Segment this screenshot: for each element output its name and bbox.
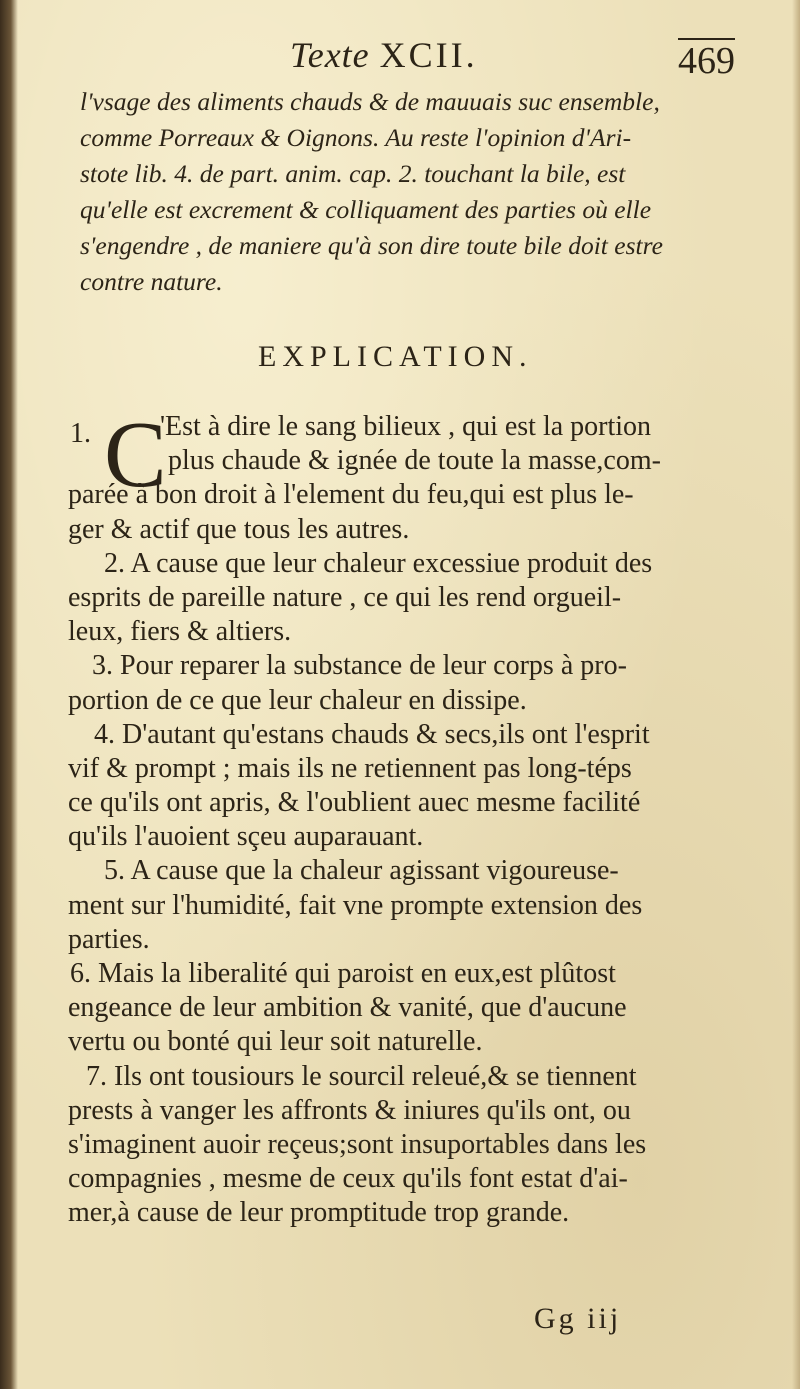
italic-line: stote lib. 4. de part. anim. cap. 2. touchant la bile, est (80, 159, 626, 188)
body-line: ce qu'ils ont apris, & l'oublient auec mesme facilité (68, 787, 641, 819)
body-line: vif & prompt ; mais ils ne retiennent pas long-téps (68, 752, 632, 784)
body-line: mer,à cause de leur promptitude trop grande. (68, 1197, 570, 1229)
body-line: parties. (68, 923, 150, 955)
body-line: 5. A cause que la chaleur agissant vigoureuse- (104, 855, 619, 887)
drop-capital: C (104, 403, 167, 507)
running-head-italic: Texte (290, 35, 370, 75)
italic-text-block (80, 84, 760, 300)
body-line: compagnies , mesme de ceux qu'ils font estat d'ai- (68, 1163, 628, 1195)
page-edge (792, 0, 800, 1389)
body-line: leux, fiers & altiers. (68, 616, 292, 648)
body-line: vertu ou bonté qui leur soit naturelle. (68, 1026, 483, 1058)
page-number: 469 (678, 40, 735, 82)
body-line: 6. Mais la liberalité qui paroist en eux,est plûtost (70, 958, 616, 989)
explication-body (68, 403, 768, 1231)
body-line: engeance de leur ambition & vanité, que d'aucune (68, 992, 627, 1024)
body-line: portion de ce que leur chaleur en dissipe. (68, 684, 527, 716)
body-line: 3. Pour reparer la substance de leur corps à pro- (92, 650, 627, 682)
body-line: qu'ils l'auoient sçeu auparauant. (68, 821, 424, 853)
signature-mark: Gg iij (534, 1302, 622, 1335)
running-head-roman: XCII. (379, 35, 478, 75)
body-line: esprits de pareille nature , ce qui les rend orgueil- (68, 581, 622, 613)
body-line: 7. Ils ont tousiours le sourcil releué,& se tiennent (86, 1060, 637, 1092)
body-line: parée à bon droit à l'element du feu,qui est plus le- (68, 479, 634, 511)
italic-line: l'vsage des aliments chauds & de mauuais suc ensemble, (80, 87, 660, 116)
body-line: ger & actif que tous les autres. (68, 513, 410, 545)
page-binding-shadow (0, 0, 18, 1389)
body-line: s'imaginent auoir reçeus;sont insuportables dans les (68, 1128, 647, 1160)
running-head (290, 34, 478, 76)
body-line: 2. A cause que leur chaleur excessiue produit des (104, 547, 653, 579)
body-line: 'Est à dire le sang bilieux , qui est la portion (160, 411, 652, 442)
body-line: prests à vanger les affronts & iniures qu'ils ont, ou (68, 1094, 631, 1126)
paragraph-number: 1. (70, 418, 91, 449)
italic-line: contre nature. (80, 267, 223, 296)
section-heading: EXPLICATION. (258, 340, 533, 373)
body-line: 4. D'autant qu'estans chauds & secs,ils ont l'esprit (94, 718, 650, 750)
body-line: plus chaude & ignée de toute la masse,com- (168, 445, 661, 477)
body-line: ment sur l'humidité, fait vne prompte extension des (68, 889, 643, 921)
italic-line: qu'elle est excrement & colliquament des parties où elle (80, 195, 652, 224)
italic-line: s'engendre , de maniere qu'à son dire toute bile doit estre (80, 231, 663, 260)
italic-line: comme Porreaux & Oignons. Au reste l'opinion d'Ari- (80, 123, 632, 152)
